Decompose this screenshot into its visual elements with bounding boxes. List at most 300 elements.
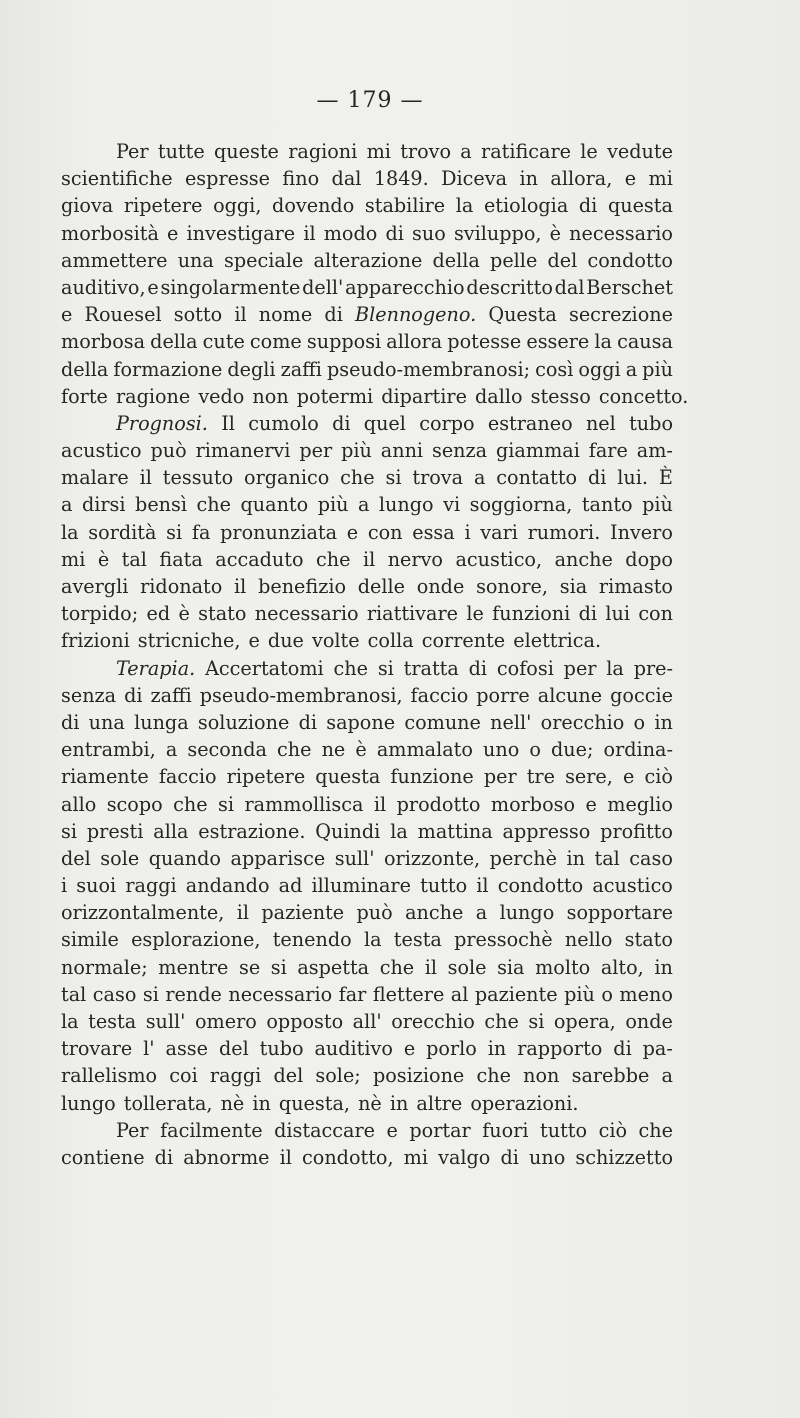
word: soggiorna, bbox=[469, 493, 573, 517]
word: in bbox=[519, 167, 538, 191]
word: l' bbox=[143, 1037, 155, 1061]
word: necessario bbox=[254, 602, 359, 626]
word: morbosa bbox=[61, 330, 146, 354]
word: pseudo-membranosi, bbox=[199, 683, 403, 707]
word: vi bbox=[443, 493, 461, 517]
word: cute bbox=[202, 330, 245, 354]
word: del bbox=[273, 1064, 304, 1088]
text-line bbox=[61, 818, 673, 845]
word: ripetere bbox=[226, 765, 306, 789]
word: presti bbox=[86, 819, 144, 843]
word: e bbox=[248, 629, 260, 653]
word: a bbox=[165, 738, 178, 762]
word: torpido; bbox=[61, 602, 139, 626]
word: due bbox=[267, 629, 304, 653]
text-line bbox=[61, 736, 673, 763]
text-line bbox=[61, 1008, 673, 1035]
word: stabilire bbox=[364, 194, 446, 218]
word: trova bbox=[412, 466, 464, 490]
word: ciò bbox=[644, 765, 673, 789]
word: sapone bbox=[326, 710, 396, 734]
text-line bbox=[61, 220, 673, 247]
word: Accertatomi bbox=[205, 656, 324, 680]
word: mi bbox=[648, 167, 673, 191]
word: scopo bbox=[106, 792, 163, 816]
word: giova bbox=[61, 194, 114, 218]
word: fare bbox=[588, 439, 628, 463]
word: si bbox=[377, 656, 394, 680]
word: per bbox=[563, 656, 597, 680]
word: profitto bbox=[600, 819, 673, 843]
word: ragioni bbox=[288, 140, 358, 163]
word: può bbox=[150, 439, 187, 463]
word: Rouesel bbox=[84, 303, 162, 327]
word: faccio bbox=[410, 683, 469, 707]
word: e bbox=[623, 765, 635, 789]
word: sole; bbox=[315, 1064, 361, 1088]
word: la bbox=[61, 1010, 79, 1033]
word: che bbox=[476, 1064, 511, 1088]
word: raggi bbox=[209, 1064, 262, 1088]
word: allo bbox=[61, 792, 97, 816]
word: modo bbox=[323, 221, 378, 245]
word: necessario bbox=[569, 221, 673, 245]
text-line bbox=[61, 981, 673, 1008]
word: paziente bbox=[261, 901, 345, 925]
word: altre bbox=[416, 1091, 463, 1115]
word: estrazione. bbox=[198, 819, 306, 843]
word: di bbox=[500, 1145, 519, 1169]
word: di bbox=[468, 656, 488, 680]
word: auditivo bbox=[314, 1037, 393, 1061]
word: a bbox=[625, 357, 638, 381]
word: apparisce bbox=[230, 846, 326, 870]
word: pseudo-membranosi; bbox=[326, 357, 531, 381]
word: condotto, bbox=[302, 1145, 394, 1169]
word: acustico bbox=[61, 439, 142, 463]
text-line bbox=[61, 1090, 673, 1117]
word: trovare bbox=[61, 1037, 133, 1061]
word: che bbox=[316, 547, 351, 571]
word: allora bbox=[386, 330, 443, 354]
word: porre bbox=[476, 683, 530, 707]
word: sopportare bbox=[566, 901, 673, 925]
word: a bbox=[661, 1064, 673, 1088]
word: posizione bbox=[372, 1064, 465, 1088]
text-line bbox=[61, 328, 673, 355]
word: dovendo bbox=[272, 194, 355, 218]
word: il bbox=[279, 1145, 292, 1169]
word: tutto bbox=[540, 1118, 588, 1142]
word: potesse bbox=[447, 330, 522, 354]
word: la bbox=[390, 819, 408, 843]
word: suoi bbox=[76, 874, 117, 898]
word: con bbox=[638, 602, 673, 626]
word: se bbox=[238, 955, 261, 979]
word: del bbox=[218, 1037, 249, 1061]
word: nè bbox=[358, 1091, 382, 1115]
word: testa bbox=[88, 1010, 137, 1033]
word: e bbox=[61, 303, 73, 327]
word: di bbox=[154, 1145, 174, 1169]
word: sordità bbox=[88, 520, 157, 544]
word: ragione bbox=[115, 384, 191, 408]
word: acustico bbox=[592, 874, 673, 898]
text-line bbox=[61, 1117, 673, 1144]
word: per bbox=[299, 439, 333, 463]
text-line bbox=[61, 600, 673, 627]
word: benefizio bbox=[258, 575, 347, 598]
text-line bbox=[61, 491, 673, 518]
word: alterazione bbox=[313, 248, 423, 272]
word: zaffi bbox=[280, 357, 322, 381]
word: all' bbox=[352, 1010, 382, 1033]
word: estraneo bbox=[487, 411, 573, 435]
word: senza bbox=[431, 439, 488, 463]
word: bensì bbox=[135, 493, 188, 517]
word: e bbox=[147, 275, 159, 299]
word: orizzontalmente, bbox=[61, 901, 225, 925]
word: di bbox=[578, 194, 598, 218]
word: riamente bbox=[61, 765, 149, 789]
word: che bbox=[340, 466, 375, 490]
text-line bbox=[61, 709, 673, 736]
word: auditivo, bbox=[61, 275, 146, 299]
word: morbosità bbox=[61, 221, 159, 245]
word: tanto bbox=[581, 493, 633, 517]
text-line bbox=[61, 845, 673, 872]
word: nello bbox=[564, 928, 613, 952]
word: Diceva bbox=[441, 167, 508, 191]
word: il bbox=[424, 955, 438, 979]
word: faccio bbox=[158, 765, 217, 789]
word: mentre bbox=[158, 955, 229, 979]
word: comune bbox=[404, 710, 481, 734]
word: acustico, bbox=[455, 547, 543, 571]
word: onde bbox=[416, 575, 465, 598]
word: dallo bbox=[475, 384, 523, 408]
word: ad bbox=[278, 874, 303, 898]
word: per bbox=[483, 765, 517, 789]
word: appresso bbox=[502, 819, 591, 843]
word: raggi bbox=[125, 874, 177, 898]
word: ammalato bbox=[376, 738, 473, 762]
word: sull' bbox=[334, 846, 375, 870]
word: tutte bbox=[157, 140, 205, 163]
word: la bbox=[61, 520, 79, 544]
word: e bbox=[403, 1037, 416, 1061]
text-line bbox=[61, 655, 673, 682]
word: o bbox=[529, 738, 541, 762]
word: di bbox=[385, 221, 404, 245]
word: il bbox=[362, 547, 376, 571]
word: Per bbox=[116, 140, 149, 163]
body-text bbox=[61, 138, 689, 1171]
word: sviluppo, bbox=[453, 221, 542, 245]
word: investigare bbox=[186, 221, 296, 245]
word: fa bbox=[191, 520, 211, 544]
word: rammollisca bbox=[244, 792, 364, 816]
word: tal bbox=[61, 982, 87, 1006]
word: anche bbox=[554, 547, 613, 571]
word: il bbox=[373, 792, 387, 816]
text-line bbox=[61, 383, 689, 410]
text-line bbox=[61, 165, 673, 192]
word: non bbox=[523, 1064, 560, 1088]
word: due; bbox=[551, 738, 594, 762]
word: giammai bbox=[496, 439, 580, 463]
word: sia bbox=[559, 575, 588, 598]
word: ed bbox=[146, 602, 171, 626]
word: Invero bbox=[610, 520, 673, 544]
word: ridonato bbox=[140, 575, 223, 598]
word: tenendo bbox=[272, 928, 352, 952]
word: di bbox=[613, 1037, 632, 1061]
word: colla bbox=[367, 629, 414, 653]
word: il bbox=[234, 575, 247, 598]
text-line bbox=[61, 1144, 673, 1171]
word: i bbox=[464, 520, 471, 544]
word: questa bbox=[607, 194, 673, 218]
word: essa bbox=[412, 520, 455, 544]
word: perchè bbox=[489, 846, 557, 870]
word: e bbox=[167, 221, 179, 245]
word: pressochè bbox=[454, 928, 553, 952]
word: di bbox=[578, 602, 598, 626]
word: Prognosi. bbox=[116, 411, 208, 435]
word: trovo bbox=[400, 140, 452, 163]
word: con bbox=[367, 520, 403, 544]
word: vari bbox=[480, 520, 518, 544]
word: Berschet bbox=[586, 275, 673, 299]
word: lungo bbox=[61, 1091, 116, 1115]
word: più bbox=[642, 493, 673, 517]
word: morboso bbox=[490, 792, 576, 816]
word: come bbox=[249, 330, 302, 354]
word: contatto bbox=[496, 466, 578, 490]
word: dal bbox=[554, 275, 585, 299]
text-line bbox=[61, 791, 673, 818]
word: am- bbox=[636, 439, 673, 463]
word: portar bbox=[409, 1118, 471, 1142]
word: più bbox=[317, 493, 349, 517]
word: lui. bbox=[617, 466, 648, 490]
word: Terapia. bbox=[116, 656, 196, 680]
word: formazione bbox=[113, 357, 223, 381]
word: orecchio bbox=[391, 1010, 475, 1033]
word: dopo bbox=[625, 547, 673, 571]
word: simile bbox=[61, 928, 119, 952]
word: quando bbox=[148, 846, 221, 870]
word: pelle bbox=[490, 248, 538, 272]
word: questa, bbox=[278, 1091, 351, 1115]
word: meglio bbox=[607, 792, 673, 816]
word: organico bbox=[244, 466, 330, 490]
word: suo bbox=[412, 221, 446, 245]
word: è bbox=[549, 221, 561, 245]
text-line bbox=[61, 1035, 673, 1062]
word: pre- bbox=[633, 656, 673, 680]
word: elettrica. bbox=[513, 629, 602, 653]
word: la bbox=[606, 656, 624, 680]
word: zaffi bbox=[150, 683, 192, 707]
word: corrente bbox=[421, 629, 506, 653]
word: funzioni bbox=[492, 602, 571, 626]
word: ne bbox=[321, 738, 346, 762]
word: sotto bbox=[173, 303, 223, 327]
page-number: — 179 — bbox=[316, 88, 424, 113]
word: entrambi, bbox=[61, 738, 156, 762]
word: di bbox=[332, 411, 351, 435]
word: queste bbox=[214, 140, 279, 163]
text-line bbox=[61, 954, 673, 981]
word: rumori. bbox=[527, 520, 601, 544]
word: e bbox=[346, 520, 359, 544]
word: in bbox=[252, 1091, 271, 1115]
word: operazioni. bbox=[470, 1091, 579, 1115]
word: rimasto bbox=[598, 575, 673, 598]
word: ordina- bbox=[603, 738, 673, 762]
word: rallelismo bbox=[61, 1064, 158, 1088]
word: nell' bbox=[490, 710, 532, 734]
word: di bbox=[324, 303, 343, 327]
word: 1849. bbox=[373, 167, 429, 191]
word: speciale bbox=[224, 248, 304, 272]
word: non bbox=[252, 384, 289, 408]
word: anche bbox=[405, 901, 464, 925]
word: allora, bbox=[550, 167, 613, 191]
text-line bbox=[61, 274, 673, 301]
word: mi bbox=[366, 140, 391, 163]
word: le bbox=[580, 140, 598, 163]
word: in bbox=[389, 1091, 409, 1115]
word: fiata bbox=[159, 547, 203, 571]
word: cumolo bbox=[248, 411, 319, 435]
text-line bbox=[61, 519, 673, 546]
word: malare bbox=[61, 466, 129, 490]
word: più bbox=[341, 439, 372, 463]
word: molto bbox=[535, 955, 591, 979]
word: nè bbox=[220, 1091, 245, 1115]
word: i bbox=[61, 874, 68, 898]
word: si bbox=[142, 982, 159, 1006]
word: andando bbox=[185, 874, 270, 898]
word: a bbox=[473, 466, 486, 490]
word: nome bbox=[258, 303, 313, 327]
word: cofosi bbox=[496, 656, 554, 680]
word: Blennogeno. bbox=[355, 303, 477, 327]
word: ciò bbox=[598, 1118, 628, 1142]
word: tubo bbox=[629, 411, 673, 435]
word: una bbox=[88, 710, 125, 734]
word: del bbox=[61, 846, 91, 870]
word: quel bbox=[363, 411, 406, 435]
word: mi bbox=[61, 547, 86, 571]
text-line bbox=[61, 682, 673, 709]
word: illuminare bbox=[311, 874, 411, 898]
word: si bbox=[218, 792, 235, 816]
word: oggi, bbox=[213, 194, 262, 218]
word: normale; bbox=[61, 955, 148, 979]
word: caso bbox=[92, 982, 137, 1006]
word: potermi bbox=[296, 384, 374, 408]
word: condotto bbox=[497, 874, 584, 898]
word: opposto bbox=[266, 1010, 344, 1033]
word: esplorazione, bbox=[131, 928, 261, 952]
text-line bbox=[61, 301, 673, 328]
word: orizzonte, bbox=[384, 846, 481, 870]
word: a bbox=[357, 493, 370, 517]
word: etiologia bbox=[483, 194, 569, 218]
word: in bbox=[487, 1037, 507, 1061]
text-line bbox=[61, 192, 673, 219]
word: paziente bbox=[474, 982, 558, 1006]
word: della bbox=[432, 248, 480, 272]
text-line bbox=[61, 356, 673, 383]
word: vedute bbox=[607, 140, 673, 163]
word: ratificare bbox=[481, 140, 572, 163]
word: sia bbox=[497, 955, 525, 979]
word: facilmente bbox=[160, 1118, 263, 1142]
word: scientifiche bbox=[61, 167, 173, 191]
word: mi bbox=[403, 1145, 429, 1169]
word: in bbox=[654, 710, 673, 734]
word: uno bbox=[483, 738, 520, 762]
word: essere bbox=[526, 330, 590, 354]
word: che bbox=[638, 1118, 673, 1142]
word: causa bbox=[617, 330, 673, 354]
word: stricniche, bbox=[137, 629, 241, 653]
word: fino bbox=[282, 167, 320, 191]
text-line bbox=[61, 627, 673, 654]
word: caso bbox=[629, 846, 673, 870]
word: sere, bbox=[565, 765, 613, 789]
word: sole bbox=[100, 846, 140, 870]
word: la bbox=[594, 330, 612, 354]
word: meno bbox=[619, 982, 673, 1006]
word: lungo bbox=[499, 901, 555, 925]
word: fuori bbox=[482, 1118, 529, 1142]
word: onde bbox=[625, 1010, 673, 1033]
word: la bbox=[363, 928, 382, 952]
word: goccie bbox=[610, 683, 673, 707]
word: è bbox=[355, 738, 367, 762]
word: abnorme bbox=[183, 1145, 270, 1169]
word: sole bbox=[447, 955, 487, 979]
word: che bbox=[173, 792, 208, 816]
word: tre bbox=[526, 765, 555, 789]
word: tubo bbox=[259, 1037, 304, 1061]
word: frizioni bbox=[61, 629, 130, 653]
word: ripetere bbox=[123, 194, 203, 218]
word: descritto bbox=[466, 275, 553, 299]
word: È bbox=[658, 466, 673, 490]
word: dirsi bbox=[81, 493, 126, 517]
word: pronunziata bbox=[220, 520, 338, 544]
word: anni bbox=[380, 439, 424, 463]
text-line bbox=[61, 926, 673, 953]
word: rapporto bbox=[517, 1037, 603, 1061]
word: schizzetto bbox=[575, 1145, 673, 1169]
word: aspetta bbox=[297, 955, 370, 979]
word: Questa bbox=[488, 303, 557, 327]
word: rimanervi bbox=[195, 439, 291, 463]
word: e bbox=[624, 167, 637, 191]
word: a bbox=[475, 901, 488, 925]
word: porlo bbox=[426, 1037, 477, 1061]
word: forte bbox=[61, 384, 108, 408]
word: secrezione bbox=[568, 303, 673, 327]
